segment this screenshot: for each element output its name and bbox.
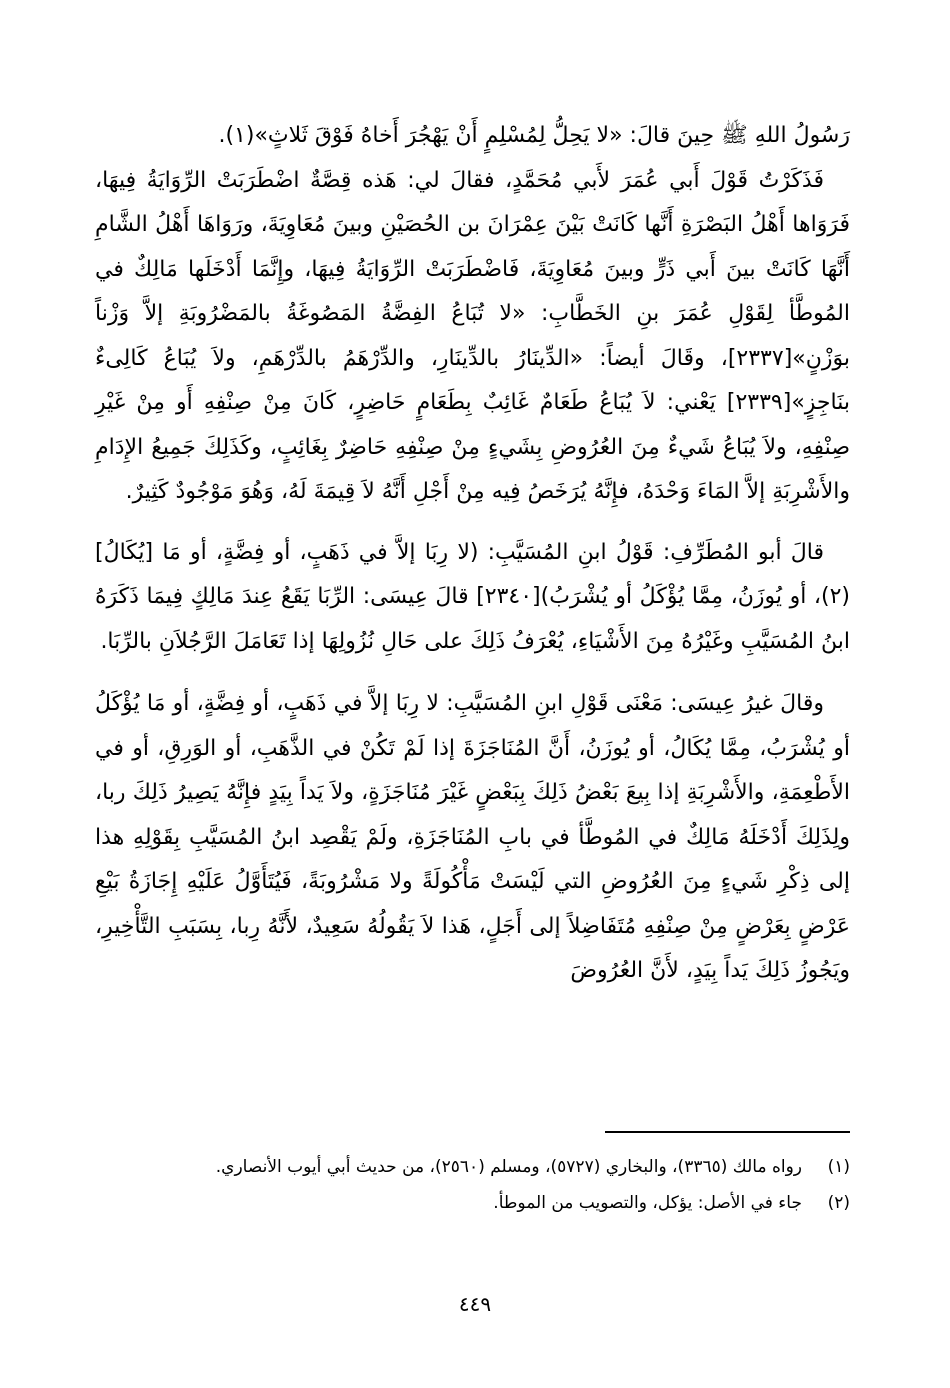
paragraph-4: وقالَ غيرُ عِيسَى: مَعْنَى قَوْلِ ابنِ المُسَيَّبِ: لا رِبَا إلاَّ في ذَهَبٍ، أو فِضَّةٍ، أو مَا يُؤْكَلُ أو يُشْرَبُ، مِمَّا يُكَالُ، أو يُوزَنُ، أَنَّ المُنَاجَزَةَ إذا لَمْ تَكُنْ في الذَّهَبِ، أو الوَرِقِ، أو في الأَطْعِمَةِ، والأَشْرِبَةِ إذا بِيعَ بَعْضُ ذَلِكَ بِبَعْضٍ غَيْرَ مُنَاجَزَةٍ، ولاَ يَداً بِيَدٍ فإِنَّهُ يَصِيرُ ذَلِكَ ربا، ولِذَلِكَ أَدْخَلَهُ مَالِكٌ في المُوطَّأ في بابِ المُنَاجَزَةِ، ولَمْ يَقْصِد ابنُ المُسَيَّبِ بِقَوْلِهِ هذا إلى ذِكْرِ شَيءٍ مِنَ العُرُوضِ التي لَيْسَتْ مَأْكُولَةً ولا مَشْرُوبَةً، فَيُتَأَوَّلُ عَلَيْهِ إِجَازَةُ بَيْعِ عَرْضٍ بِعَرْضٍ مِنْ صِنْفِهِ مُتَفَاضِلاً إلى أَجَلٍ، هَذا لاَ يَقُولُهُ سَعِيدٌ، لأَنَّهُ رِبا، بِسَبَبِ التَّأْخِيرِ، ويَجُوزُ ذَلِكَ يَداً بِيَدٍ، لأَنَّ العُرُوضَ <box>95 691 850 983</box>
footnote-2 <box>110 1188 850 1218</box>
footnote-number: (٢) <box>827 1193 850 1213</box>
paragraph-3: قالَ أبو المُطَرِّفِ: قَوْلُ ابنِ المُسَيَّبِ: (لا رِبَا إلاَّ في ذَهَبٍ، أو فِضَّةٍ، أو مَا [يُكَالُ](٢)، أو يُوزَنُ، مِمَّا يُؤْكَلُ أو يُشْرَبُ)[٢٣٤٠] قالَ عِيسَى: الرِّبَا يَقَعُ عِندَ مَالِكٍ فِيمَا ذَكَرَهُ ابنُ المُسَيَّبِ وغَيْرُهُ مِنَ الأَشْيَاءِ، يُعْرَفُ ذَلِكَ على حَالِ نُزُولِهَا إذا تَعَامَلَ الرَّجُلاَنِ بالرِّبَا. <box>95 539 851 654</box>
paragraph-1: رَسُولُ اللهِ ﷺ حِينَ قالَ: «لا يَحِلُّ لِمُسْلِمٍ أَنْ يَهْجُرَ أَخاهُ فَوْقَ ثَلاثٍ»(١). <box>218 123 850 148</box>
footnote-1 <box>110 1152 850 1182</box>
footnote-text: جاء في الأصل: يؤكل، والتصويب من الموطأ. <box>493 1193 802 1213</box>
footnote-text: رواه مالك (٣٣٦٥)، والبخاري (٥٧٢٧)، ومسلم (٢٥٦٠)، من حديث أبي أيوب الأنصاري. <box>215 1157 802 1177</box>
page-number: ٤٤٩ <box>458 1292 492 1316</box>
footnotes <box>110 1152 850 1218</box>
footnote-divider <box>605 1131 850 1133</box>
main-text <box>95 100 850 994</box>
footnote-number: (١) <box>827 1157 850 1177</box>
paragraph-2: فَذَكَرْتُ قَوْلَ أَبي عُمَرَ لأَبي مُحَمَّدٍ، فقالَ لي: هَذه قِصَّةٌ اضْطَرَبَتْ الرِّوَايَةُ فِيهَا، فَرَوَاها أَهْلُ البَصْرَةِ أَنَّها كَانَتْ بَيْنَ عِمْرَانَ بن الحُصَيْنِ وبينَ مُعَاوِيَةَ، ورَوَاهَا أَهْلُ الشَّامِ أَنَّهَا كَانَتْ بينَ أَبي ذَرٍّ وبينَ مُعَاوِيَةَ، فَاضْطَرَبَتْ الرِّوَايَةُ فِيهَا، وإِنَّمَا أَدْخَلَها مَالِكٌ في المُوطَّأ لِقَوْلِ عُمَرَ بنِ الخَطَّابِ: «لا تُبَاعُ الفِضَّةُ المَصُوغَةُ بالمَضْرُوبَةِ إلاَّ وَزْناً بوَزْنٍ»[٢٣٣٧]، وقَالَ أيضاً: «الدِّينَارُ بالدِّينَارِ، والدِّرْهَمُ بالدِّرْهَمِ، ولاَ يُبَاعُ كَالِىءٌ بنَاجِزٍ»[٢٣٣٩] يَعْني: لاَ يُبَاعُ طَعَامٌ غَائِبٌ بِطَعَامٍ حَاضِرٍ، كَانَ مِنْ صِنْفِهِ أَو مِنْ غَيْرِ صِنْفِهِ، ولاَ يُبَاعُ شَيءٌ مِنَ العُرُوضِ بِشَيءٍ مِنْ صِنْفِهِ حَاضِرٌ بِغَائِبٍ، وكَذَلِكَ جَمِيعُ الإِدَامِ والأَشْرِبَةِ إلاَّ المَاءَ وَحْدَهُ، فإِنَّهُ يُرَخَصُ فِيه مِنْ أَجْلِ أَنَّهُ لاَ قِيمَةَ لَهُ، وَهُوَ مَوْجُودٌ كَثِيرٌ. <box>95 167 850 504</box>
